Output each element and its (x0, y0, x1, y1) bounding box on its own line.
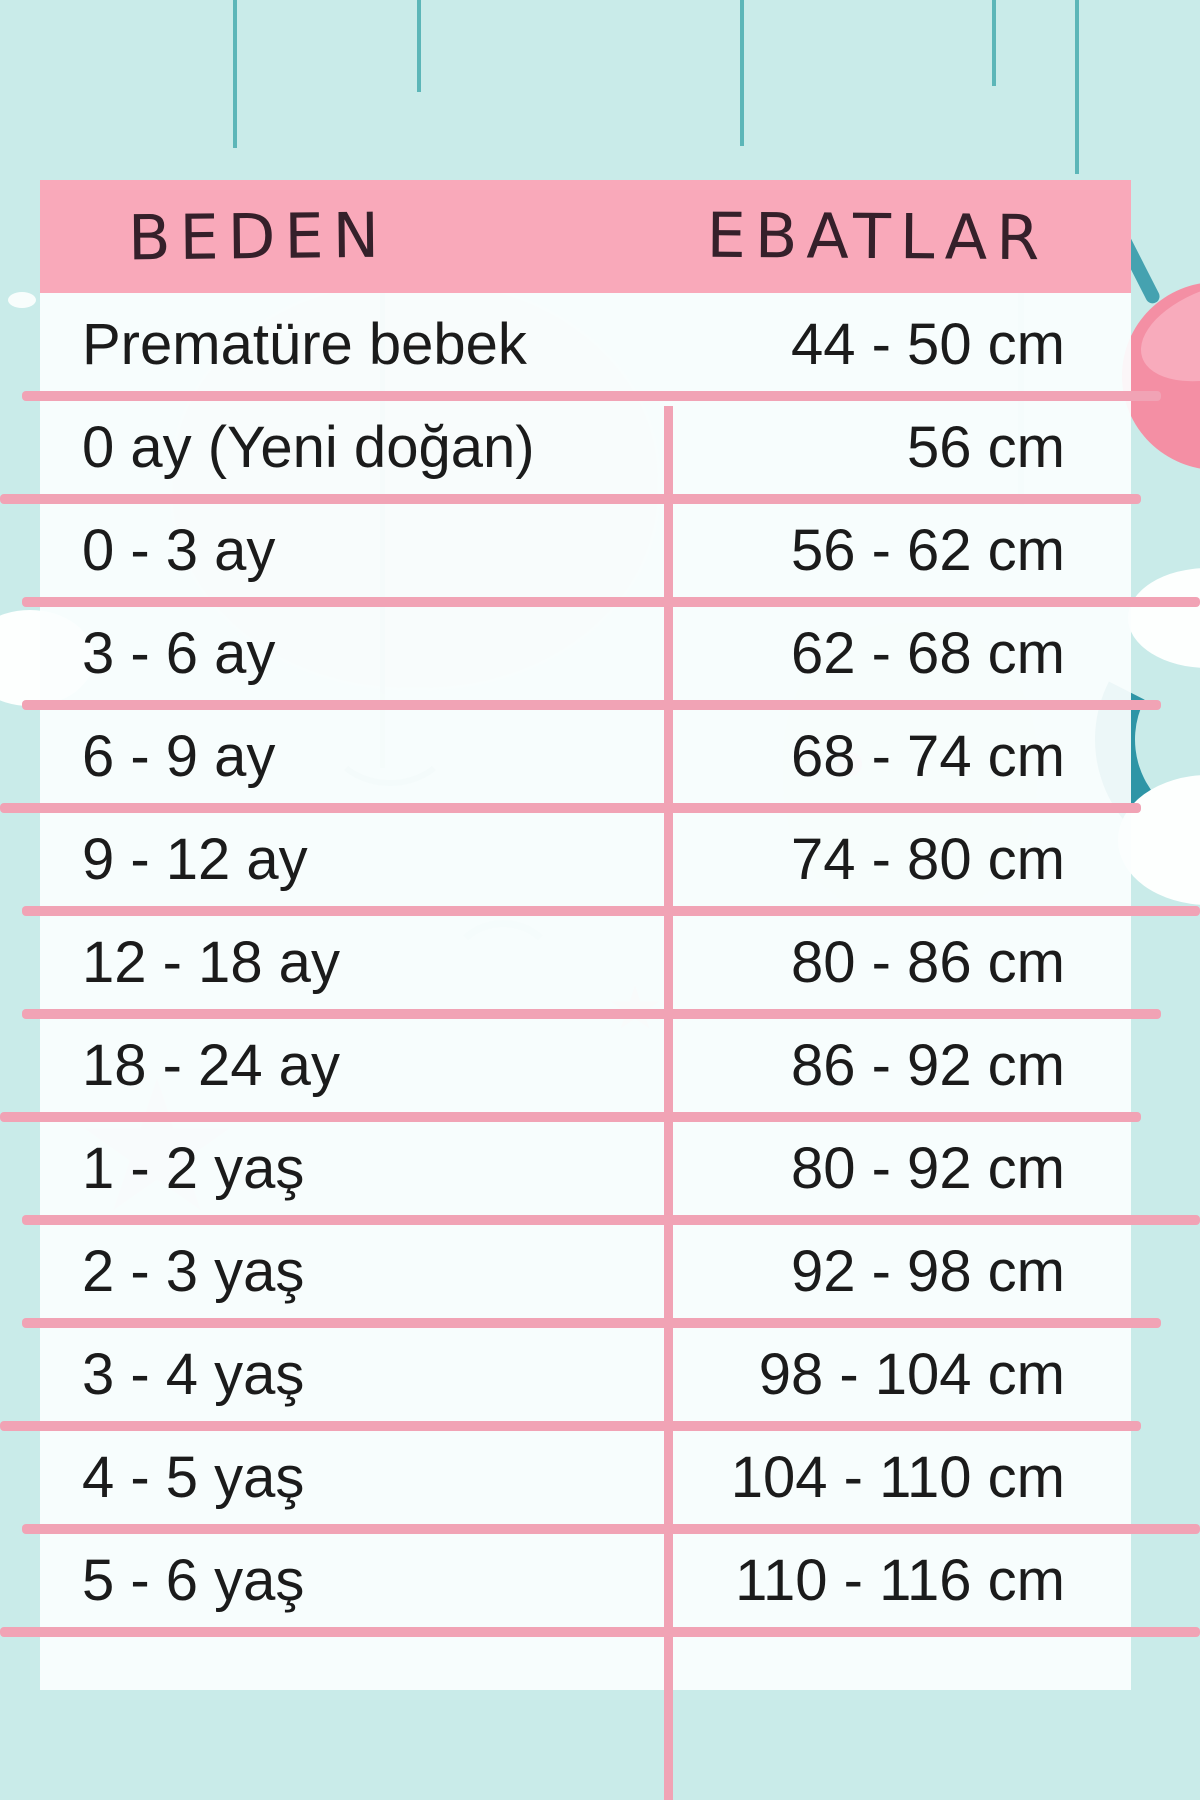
table-header (40, 180, 1131, 293)
size-cell: 3 - 4 yaş (82, 1342, 305, 1407)
hanging-string-icon (740, 0, 744, 146)
size-cell: 4 - 5 yaş (82, 1445, 305, 1510)
row-separator (22, 700, 1161, 710)
hanging-string-icon (1075, 0, 1079, 174)
row-separator (22, 906, 1200, 916)
hanging-string-icon (417, 0, 421, 92)
table-body (40, 293, 1131, 1690)
table-row (40, 499, 1131, 602)
size-cell: 1 - 2 yaş (82, 1136, 305, 1201)
range-cell: 56 cm (907, 415, 1065, 480)
size-cell: 18 - 24 ay (82, 1033, 340, 1098)
table-row (40, 602, 1131, 705)
table-row (40, 808, 1131, 911)
row-separator (22, 1009, 1161, 1019)
size-cell: 12 - 18 ay (82, 930, 340, 995)
table-row (40, 1323, 1131, 1426)
range-cell: 110 - 116 cm (735, 1548, 1065, 1613)
row-separator (0, 494, 1141, 504)
range-cell: 104 - 110 cm (730, 1445, 1065, 1510)
table-row (40, 1117, 1131, 1220)
table-row-empty (40, 1632, 1131, 1690)
column-divider (664, 406, 673, 1800)
table-row (40, 1426, 1131, 1529)
size-cell: 9 - 12 ay (82, 827, 308, 892)
hanging-string-icon (992, 0, 996, 86)
row-separator (0, 803, 1141, 813)
header-col-ebatlar: EBATLAR (706, 198, 1049, 275)
range-cell: 92 - 98 cm (791, 1239, 1065, 1304)
range-cell: 44 - 50 cm (791, 312, 1065, 377)
range-cell: 56 - 62 cm (791, 518, 1065, 583)
range-cell: 74 - 80 cm (791, 827, 1065, 892)
range-cell: 80 - 86 cm (791, 930, 1065, 995)
size-cell: 5 - 6 yaş (82, 1548, 305, 1613)
size-cell: Prematüre bebek (82, 312, 527, 377)
row-separator (0, 1421, 1141, 1431)
table-row (40, 1220, 1131, 1323)
row-separator (22, 1524, 1200, 1534)
table-row (40, 1529, 1131, 1632)
header-col-beden: BEDEN (127, 198, 389, 275)
size-cell: 0 - 3 ay (82, 518, 276, 583)
size-cell: 0 ay (Yeni doğan) (82, 415, 535, 480)
row-separator (22, 391, 1161, 401)
size-cell: 6 - 9 ay (82, 724, 276, 789)
hanging-string-icon (233, 0, 237, 148)
table-row (40, 705, 1131, 808)
row-separator (22, 597, 1200, 607)
row-separator (22, 1215, 1200, 1225)
table-row (40, 396, 1131, 499)
row-separator (0, 1627, 1200, 1637)
row-separator (22, 1318, 1161, 1328)
range-cell: 86 - 92 cm (791, 1033, 1065, 1098)
row-separator (0, 1112, 1141, 1122)
range-cell: 98 - 104 cm (758, 1342, 1065, 1407)
cloud-icon (8, 292, 36, 308)
range-cell: 80 - 92 cm (791, 1136, 1065, 1201)
size-cell: 3 - 6 ay (82, 621, 276, 686)
table-row (40, 1014, 1131, 1117)
size-cell: 2 - 3 yaş (82, 1239, 305, 1304)
range-cell: 68 - 74 cm (791, 724, 1065, 789)
size-table (40, 180, 1131, 1690)
table-row (40, 293, 1131, 396)
table-row (40, 911, 1131, 1014)
range-cell: 62 - 68 cm (791, 621, 1065, 686)
